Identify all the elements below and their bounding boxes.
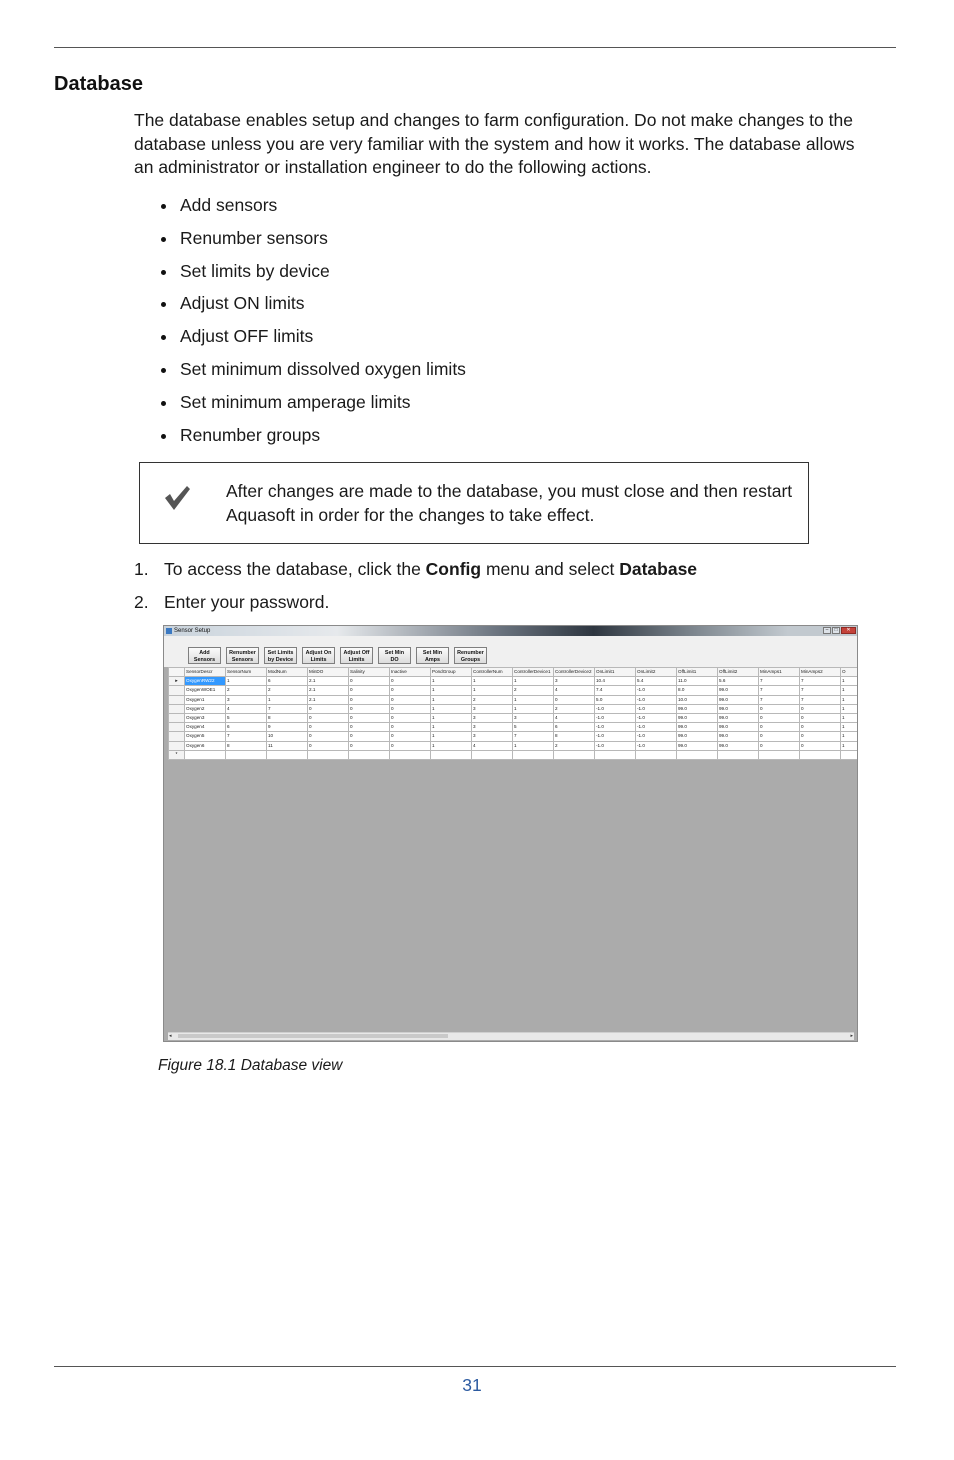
grid-cell[interactable]: 99.0 bbox=[718, 704, 759, 713]
grid-cell[interactable]: 5 bbox=[513, 723, 554, 732]
grid-cell[interactable]: 0 bbox=[800, 713, 841, 722]
grid-cell[interactable]: 10 bbox=[267, 732, 308, 741]
window-title: Sensor Setup bbox=[174, 628, 211, 634]
grid-cell[interactable]: 99.0 bbox=[718, 686, 759, 695]
grid-cell[interactable]: 0 bbox=[308, 723, 349, 732]
grid-cell[interactable]: -1.0 bbox=[636, 686, 677, 695]
table-row[interactable] bbox=[169, 732, 859, 741]
grid-cell[interactable]: 99.0 bbox=[718, 732, 759, 741]
grid-cell[interactable]: 2.1 bbox=[308, 695, 349, 704]
list-item: Set limits by device bbox=[134, 259, 466, 292]
note-box bbox=[139, 462, 809, 544]
step-item bbox=[134, 590, 697, 623]
grid-cell[interactable]: -1.0 bbox=[636, 704, 677, 713]
grid-body bbox=[169, 677, 859, 760]
maximize-button[interactable]: □ bbox=[832, 627, 840, 634]
grid-cell[interactable]: 1 bbox=[513, 704, 554, 713]
grid-cell[interactable]: 0 bbox=[390, 704, 431, 713]
grid-cell[interactable] bbox=[677, 750, 718, 759]
grid-cell[interactable] bbox=[431, 750, 472, 759]
row-header[interactable] bbox=[169, 713, 185, 722]
grid-cell[interactable]: 0 bbox=[390, 686, 431, 695]
grid-cell[interactable]: 5.0 bbox=[595, 695, 636, 704]
grid-column-header[interactable]: ControllerNum bbox=[472, 668, 513, 677]
table-row[interactable] bbox=[169, 723, 859, 732]
grid-cell[interactable]: 99.0 bbox=[677, 704, 718, 713]
grid-cell[interactable]: 11.0 bbox=[677, 677, 718, 686]
grid-cell[interactable]: 0 bbox=[308, 741, 349, 750]
grid-cell[interactable]: 3 bbox=[513, 713, 554, 722]
note-text: After changes are made to the database, you must close and then restart Aquasoft in order for the changes to take effect. bbox=[226, 481, 793, 525]
grid-cell[interactable]: 7 bbox=[513, 732, 554, 741]
grid-column-header[interactable]: MinDO bbox=[308, 668, 349, 677]
grid-cell[interactable]: 1 bbox=[841, 677, 859, 686]
grid-cell[interactable]: -1.0 bbox=[595, 741, 636, 750]
grid-cell[interactable]: -1.0 bbox=[595, 723, 636, 732]
grid-cell[interactable]: 7 bbox=[800, 686, 841, 695]
renumber-groups-button[interactable]: Renumber Groups bbox=[454, 647, 487, 664]
scroll-left-icon[interactable]: ◂ bbox=[169, 1033, 172, 1039]
grid-cell[interactable]: 0 bbox=[759, 723, 800, 732]
step-text: menu and select bbox=[481, 559, 620, 579]
grid-cell[interactable]: 99.0 bbox=[677, 741, 718, 750]
grid-cell[interactable]: 1 bbox=[513, 695, 554, 704]
page-number: 31 bbox=[462, 1375, 482, 1395]
grid-cell[interactable]: 2 bbox=[472, 695, 513, 704]
grid-cell[interactable]: Oxygen4 bbox=[185, 723, 226, 732]
grid-cell[interactable]: 0 bbox=[390, 732, 431, 741]
grid-cell[interactable]: Oxygen3 bbox=[185, 713, 226, 722]
grid-cell[interactable]: 1 bbox=[431, 695, 472, 704]
grid-cell[interactable] bbox=[759, 750, 800, 759]
grid-cell[interactable]: 7 bbox=[800, 695, 841, 704]
grid-column-header[interactable]: PondGroup bbox=[431, 668, 472, 677]
table-row[interactable] bbox=[169, 686, 859, 695]
grid-cell[interactable]: 0 bbox=[349, 732, 390, 741]
data-grid-area bbox=[168, 667, 854, 1032]
grid-column-header[interactable]: OnLimit1 bbox=[595, 668, 636, 677]
grid-cell[interactable]: 1 bbox=[431, 713, 472, 722]
grid-column-header[interactable]: ModNum bbox=[267, 668, 308, 677]
grid-cell[interactable]: 0 bbox=[308, 732, 349, 741]
grid-cell[interactable]: 7 bbox=[226, 732, 267, 741]
row-header[interactable] bbox=[169, 695, 185, 704]
grid-cell[interactable]: -1.0 bbox=[636, 732, 677, 741]
add-sensors-button[interactable]: Add Sensors bbox=[188, 647, 221, 664]
grid-cell[interactable]: 7.4 bbox=[595, 686, 636, 695]
grid-cell[interactable]: 0 bbox=[349, 677, 390, 686]
table-row[interactable] bbox=[169, 704, 859, 713]
grid-cell[interactable]: -1.0 bbox=[636, 695, 677, 704]
grid-cell[interactable]: 3 bbox=[472, 713, 513, 722]
grid-cell[interactable] bbox=[390, 750, 431, 759]
grid-cell[interactable]: -1.0 bbox=[636, 741, 677, 750]
grid-column-header[interactable]: SensorNum bbox=[226, 668, 267, 677]
grid-cell[interactable]: 1 bbox=[513, 677, 554, 686]
steps-list bbox=[134, 557, 697, 623]
grid-cell[interactable]: 99.0 bbox=[718, 741, 759, 750]
grid-cell[interactable]: 6 bbox=[226, 723, 267, 732]
step-number: 1. bbox=[134, 559, 149, 579]
grid-cell[interactable]: 1 bbox=[431, 677, 472, 686]
grid-cell[interactable]: -1.0 bbox=[595, 704, 636, 713]
grid-cell[interactable]: 8 bbox=[267, 713, 308, 722]
adjust-off-limits-button[interactable]: Adjust Off Limits bbox=[340, 647, 373, 664]
grid-cell[interactable]: 0 bbox=[390, 723, 431, 732]
grid-cell[interactable]: Oxygen1 bbox=[185, 695, 226, 704]
table-row[interactable] bbox=[169, 677, 859, 686]
grid-cell[interactable]: 99.0 bbox=[677, 723, 718, 732]
grid-cell[interactable]: 0 bbox=[800, 732, 841, 741]
database-screenshot bbox=[163, 625, 858, 1042]
grid-cell[interactable]: -1.0 bbox=[595, 713, 636, 722]
grid-cell[interactable]: 8 bbox=[226, 741, 267, 750]
grid-column-header[interactable]: Salinity bbox=[349, 668, 390, 677]
list-item: Renumber groups bbox=[134, 423, 466, 456]
grid-cell[interactable]: 2 bbox=[226, 686, 267, 695]
grid-column-header[interactable]: ControllerDevice1 bbox=[513, 668, 554, 677]
window-titlebar bbox=[164, 626, 857, 636]
grid-cell[interactable]: 4 bbox=[554, 686, 595, 695]
table-row[interactable] bbox=[169, 741, 859, 750]
scrollbar-thumb[interactable] bbox=[178, 1034, 448, 1038]
grid-cell[interactable]: 2 bbox=[554, 704, 595, 713]
grid-cell[interactable]: 99.0 bbox=[718, 723, 759, 732]
grid-cell[interactable]: 0 bbox=[759, 713, 800, 722]
grid-cell[interactable] bbox=[349, 750, 390, 759]
actions-list bbox=[134, 193, 466, 455]
grid-cell[interactable]: 1 bbox=[226, 677, 267, 686]
grid-cell[interactable]: 3 bbox=[226, 695, 267, 704]
grid-cell[interactable]: 0 bbox=[800, 741, 841, 750]
step-number: 2. bbox=[134, 592, 149, 612]
grid-cell[interactable]: 10.0 bbox=[677, 695, 718, 704]
grid-cell[interactable]: 0 bbox=[800, 704, 841, 713]
grid-cell[interactable] bbox=[841, 750, 859, 759]
section-title: Database bbox=[54, 73, 143, 95]
grid-cell[interactable]: 7 bbox=[800, 677, 841, 686]
grid-cell[interactable]: 7 bbox=[759, 677, 800, 686]
grid-cell[interactable]: 1 bbox=[841, 686, 859, 695]
grid-column-header[interactable]: SensorDescr bbox=[185, 668, 226, 677]
grid-cell[interactable]: 1 bbox=[431, 723, 472, 732]
grid-cell[interactable]: 3 bbox=[472, 732, 513, 741]
grid-cell[interactable]: 3 bbox=[554, 677, 595, 686]
grid-cell[interactable]: 6 bbox=[267, 677, 308, 686]
grid-cell[interactable]: 4 bbox=[226, 704, 267, 713]
grid-cell[interactable]: 1 bbox=[472, 677, 513, 686]
close-button[interactable]: ✕ bbox=[841, 627, 856, 634]
grid-cell[interactable]: 99.0 bbox=[677, 732, 718, 741]
grid-cell[interactable]: 0 bbox=[308, 704, 349, 713]
grid-cell[interactable]: 2.1 bbox=[308, 677, 349, 686]
adjust-on-limits-button[interactable]: Adjust On Limits bbox=[302, 647, 335, 664]
grid-cell[interactable]: Oxygen6 bbox=[185, 741, 226, 750]
grid-cell[interactable]: 8.0 bbox=[677, 686, 718, 695]
row-header[interactable] bbox=[169, 686, 185, 695]
grid-cell[interactable]: 0 bbox=[308, 713, 349, 722]
grid-cell[interactable]: 4 bbox=[554, 713, 595, 722]
grid-cell[interactable]: 0 bbox=[759, 704, 800, 713]
grid-cell[interactable]: 3 bbox=[472, 704, 513, 713]
grid-cell[interactable]: 6 bbox=[554, 723, 595, 732]
step-text: Enter your password. bbox=[164, 592, 330, 612]
list-item: Adjust OFF limits bbox=[134, 324, 466, 357]
grid-cell[interactable]: 10.4 bbox=[595, 677, 636, 686]
list-item: Add sensors bbox=[134, 193, 466, 226]
grid-cell[interactable] bbox=[226, 750, 267, 759]
header-rule bbox=[54, 47, 896, 48]
check-icon bbox=[162, 483, 192, 513]
grid-cell[interactable]: 0 bbox=[349, 723, 390, 732]
grid-cell[interactable]: 9 bbox=[267, 723, 308, 732]
grid-cell[interactable]: OxygenRW22 bbox=[185, 677, 226, 686]
step-item bbox=[134, 557, 697, 590]
grid-cell[interactable]: 0 bbox=[390, 695, 431, 704]
row-header[interactable] bbox=[169, 732, 185, 741]
grid-cell[interactable]: 1 bbox=[841, 732, 859, 741]
grid-cell[interactable]: -1.0 bbox=[636, 713, 677, 722]
grid-cell[interactable]: 1 bbox=[841, 695, 859, 704]
list-item: Adjust ON limits bbox=[134, 291, 466, 324]
grid-cell[interactable] bbox=[267, 750, 308, 759]
grid-cell[interactable]: 0 bbox=[759, 732, 800, 741]
grid-cell[interactable]: 0 bbox=[349, 695, 390, 704]
grid-cell[interactable]: 5.4 bbox=[636, 677, 677, 686]
grid-cell[interactable]: 99.0 bbox=[677, 713, 718, 722]
grid-cell[interactable]: 0 bbox=[390, 677, 431, 686]
grid-cell[interactable] bbox=[595, 750, 636, 759]
grid-cell[interactable]: 7 bbox=[267, 704, 308, 713]
grid-column-header[interactable]: OffLimit2 bbox=[718, 668, 759, 677]
table-row[interactable] bbox=[169, 713, 859, 722]
set-limits-button[interactable]: Set Limits by Device bbox=[264, 647, 297, 664]
grid-cell[interactable]: 4 bbox=[472, 741, 513, 750]
grid-cell[interactable] bbox=[472, 750, 513, 759]
grid-cell[interactable]: 0 bbox=[349, 713, 390, 722]
grid-cell[interactable]: 2 bbox=[267, 686, 308, 695]
sensor-data-grid bbox=[168, 667, 858, 760]
grid-cell[interactable]: 0 bbox=[390, 741, 431, 750]
app-icon bbox=[166, 628, 172, 634]
grid-cell[interactable]: 0 bbox=[349, 686, 390, 695]
grid-cell[interactable]: Oxygen2 bbox=[185, 704, 226, 713]
minimize-button[interactable]: – bbox=[823, 627, 831, 634]
new-row-marker[interactable]: * bbox=[169, 750, 185, 759]
toolbar bbox=[164, 636, 857, 667]
grid-cell[interactable]: 1 bbox=[431, 686, 472, 695]
grid-column-header[interactable]: ControllerDevice2 bbox=[554, 668, 595, 677]
grid-cell[interactable] bbox=[718, 750, 759, 759]
grid-cell[interactable]: 7 bbox=[759, 695, 800, 704]
grid-cell[interactable]: 1 bbox=[841, 713, 859, 722]
grid-cell[interactable]: 7 bbox=[759, 686, 800, 695]
grid-cell[interactable]: 5 bbox=[226, 713, 267, 722]
grid-cell[interactable]: 1 bbox=[841, 723, 859, 732]
grid-cell[interactable]: OxygenWOE1 bbox=[185, 686, 226, 695]
grid-cell[interactable]: 1 bbox=[267, 695, 308, 704]
grid-column-header[interactable]: OffLimit1 bbox=[677, 668, 718, 677]
grid-cell[interactable]: 0 bbox=[800, 723, 841, 732]
grid-cell[interactable]: 0 bbox=[349, 741, 390, 750]
grid-cell[interactable]: 2.1 bbox=[308, 686, 349, 695]
grid-cell[interactable]: 99.0 bbox=[718, 713, 759, 722]
renumber-sensors-button[interactable]: Renumber Sensors bbox=[226, 647, 259, 664]
grid-cell[interactable]: 1 bbox=[841, 741, 859, 750]
list-item: Renumber sensors bbox=[134, 226, 466, 259]
grid-cell[interactable]: 0 bbox=[554, 695, 595, 704]
database-item-ref: Database bbox=[619, 559, 698, 579]
grid-column-header[interactable]: MinAmps1 bbox=[759, 668, 800, 677]
grid-cell[interactable]: Oxygen5 bbox=[185, 732, 226, 741]
grid-cell[interactable]: 1 bbox=[431, 704, 472, 713]
grid-cell[interactable]: 5.6 bbox=[718, 677, 759, 686]
grid-cell[interactable]: 8 bbox=[554, 732, 595, 741]
grid-column-header[interactable]: OnLimit2 bbox=[636, 668, 677, 677]
intro-paragraph: The database enables setup and changes to farm configuration. Do not make changes to the database unless you are very familiar with the system and how it works. The database allows an administrator or installation engineer to do the following actions. bbox=[134, 110, 855, 177]
grid-cell[interactable]: 0 bbox=[759, 741, 800, 750]
row-header-corner bbox=[169, 668, 185, 677]
grid-cell[interactable] bbox=[554, 750, 595, 759]
grid-cell[interactable]: 1 bbox=[431, 741, 472, 750]
step-text: To access the database, click the bbox=[164, 559, 426, 579]
grid-cell[interactable]: 0 bbox=[390, 713, 431, 722]
table-row[interactable] bbox=[169, 695, 859, 704]
grid-column-header[interactable]: MinAmps2 bbox=[800, 668, 841, 677]
grid-cell[interactable]: 11 bbox=[267, 741, 308, 750]
figure-caption: Figure 18.1 Database view bbox=[158, 1057, 343, 1074]
row-header[interactable]: ▸ bbox=[169, 677, 185, 686]
scroll-right-icon[interactable]: ▸ bbox=[850, 1033, 853, 1039]
set-min-amps-button[interactable]: Set Min Amps bbox=[416, 647, 449, 664]
grid-cell[interactable]: 1 bbox=[841, 704, 859, 713]
list-item: Set minimum amperage limits bbox=[134, 390, 466, 423]
new-row[interactable] bbox=[169, 750, 859, 759]
grid-cell[interactable]: 2 bbox=[513, 686, 554, 695]
grid-cell[interactable]: 1 bbox=[431, 732, 472, 741]
grid-header-row bbox=[169, 668, 859, 677]
grid-cell[interactable]: -1.0 bbox=[636, 723, 677, 732]
row-header[interactable] bbox=[169, 723, 185, 732]
grid-cell[interactable]: 2 bbox=[554, 741, 595, 750]
grid-cell[interactable]: 99.0 bbox=[718, 695, 759, 704]
grid-cell[interactable] bbox=[513, 750, 554, 759]
config-menu-ref: Config bbox=[425, 559, 482, 579]
grid-cell[interactable] bbox=[185, 750, 226, 759]
list-item: Set minimum dissolved oxygen limits bbox=[134, 357, 466, 390]
grid-cell[interactable]: 1 bbox=[513, 741, 554, 750]
row-header[interactable] bbox=[169, 741, 185, 750]
grid-cell[interactable] bbox=[800, 750, 841, 759]
grid-cell[interactable] bbox=[308, 750, 349, 759]
grid-cell[interactable]: -1.0 bbox=[595, 732, 636, 741]
grid-column-header[interactable]: Inactive bbox=[390, 668, 431, 677]
row-header[interactable] bbox=[169, 704, 185, 713]
grid-column-header[interactable]: O bbox=[841, 668, 859, 677]
footer-rule bbox=[54, 1366, 896, 1367]
grid-cell[interactable] bbox=[636, 750, 677, 759]
horizontal-scrollbar[interactable] bbox=[168, 1032, 854, 1040]
grid-cell[interactable]: 0 bbox=[349, 704, 390, 713]
set-min-do-button[interactable]: Set Min DO bbox=[378, 647, 411, 664]
grid-cell[interactable]: 3 bbox=[472, 723, 513, 732]
grid-cell[interactable]: 1 bbox=[472, 686, 513, 695]
